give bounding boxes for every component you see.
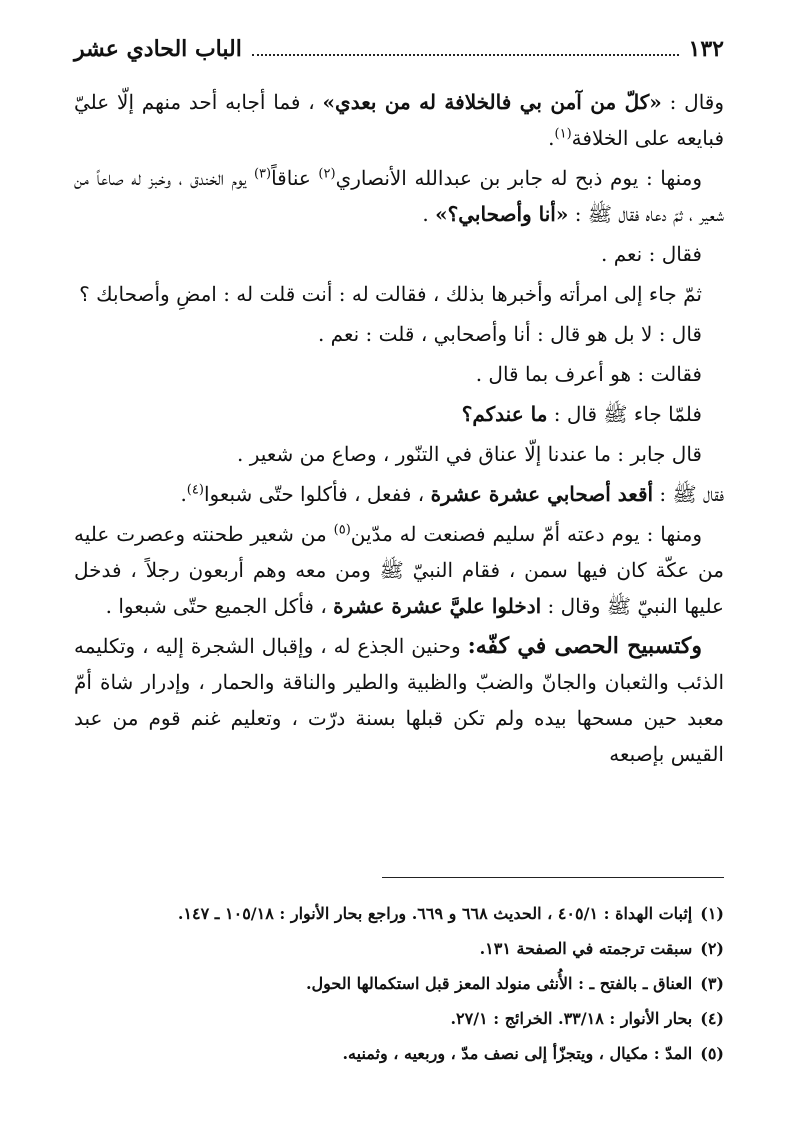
- footnote-4: [74, 1001, 724, 1036]
- footnote-ref-5[interactable]: (٥): [333, 522, 351, 538]
- footnote-text: إثبات الهداة : ٤٠٥/١ ، الحديث ٦٦٨ و ٦٦٩. وراجع بحار الأنوار : ١٠٥/١٨ ـ ١٤٧.: [177, 904, 693, 923]
- paragraph-9: فقال ﷺ : أقعد أصحابي عشرة عشرة ، ففعل ، فأكلوا حتّى شبعوا$^{(٤)}$.: [180, 482, 724, 506]
- chapter-title: الباب الحادي عشر: [74, 36, 242, 62]
- footnote-number: (٤): [700, 1009, 724, 1028]
- paragraph-10: ومنها : يوم دعته أمّ سليم فصنعت له مدّين$^{(٥)}$ من شعير طحنته وعصرت عليه من عكّة كان فيها سمن ، فقام النبيّ ﷺ ومن معه وهم أربعون رجلاً ، فدخل عليها النبيّ ﷺ وقال : ادخلوا عليَّ عشرة عشرة ، فأكل الجميع حتّى شبعوا .: [74, 522, 724, 618]
- footnote-number: (٥): [700, 1044, 724, 1063]
- paragraph-7: فلمّا جاء ﷺ قال : ما عندكم؟: [461, 402, 702, 426]
- paragraph-2: ومنها : يوم ذبح له جابر بن عبدالله الأنصاري$^{(٢)}$ عناقاً$^{(٣)}$ يوم الخندق ، وخبز له صاعاً من شعير ، ثمّ دعاه فقال ﷺ : «أنا وأصحابي؟» .: [74, 166, 724, 226]
- footnote-text: المدّ : مكيال ، ويتجزّأ إلى نصف مدّ ، وربعيه ، وثمنيه.: [342, 1044, 693, 1063]
- footnote-ref-1[interactable]: (١): [554, 126, 572, 142]
- footnote-text: بحار الأنوار : ٣٣/١٨. الخرائج : ٢٧/١.: [450, 1009, 693, 1028]
- paragraph-4: ثمّ جاء إلى امرأته وأخبرها بذلك ، فقالت له : أنت قلت له : امضِ وأصحابك ؟: [79, 282, 702, 306]
- paragraph-11: وكتسبيح الحصى في كفّه: وحنين الجذع له ، وإقبال الشجرة إليه ، وتكليمه الذئب والثعبان والجانّ والضبّ والظبية والطير والناقة والحمار ، وإدرار شاة أمّ معبد حين مسحها بيده ولم تكن قبلها بسنة درّت ، وتعليم غنم قوم من عبد القيس بإصبعه: [74, 633, 724, 766]
- footnote-2: [74, 931, 724, 966]
- page-number: ١٣٢: [688, 36, 724, 62]
- page-header: [74, 32, 724, 66]
- footnote-5: [74, 1036, 724, 1071]
- main-text: [74, 84, 724, 776]
- footnote-ref-3[interactable]: (٣): [253, 166, 272, 182]
- footnote-divider: [382, 877, 724, 878]
- footnote-1: [74, 896, 724, 931]
- footnote-text: العناق ـ بالفتح ـ : الأُنثى منولد المعز قبل استكمالها الحول.: [305, 974, 693, 993]
- dotted-leader: [252, 54, 679, 56]
- paragraph-5: قال : لا بل هو قال : أنا وأصحابي ، قلت : نعم .: [317, 322, 702, 346]
- footnote-ref-4[interactable]: (٤): [186, 482, 204, 498]
- paragraph-8: قال جابر : ما عندنا إلّا عناق في التنّور ، وصاع من شعير .: [237, 442, 702, 466]
- footnote-number: (١): [700, 904, 724, 923]
- paragraph-1: وقال : «كلّ من آمن بي فالخلافة له من بعدي» ، فما أجابه أحد منهم إلّا عليّ فبايعه على الخلافة$^{(١)}$.: [74, 90, 725, 150]
- footnote-number: (٣): [700, 974, 724, 993]
- paragraph-3: فقال : نعم .: [601, 242, 702, 266]
- footnote-3: [74, 966, 724, 1001]
- footnote-number: (٢): [700, 939, 724, 958]
- footnote-ref-2[interactable]: (٢): [318, 166, 336, 182]
- footnotes: [74, 896, 724, 1071]
- footnote-text: سبقت ترجمته في الصفحة ١٣١.: [479, 939, 693, 958]
- paragraph-6: فقالت : هو أعرف بما قال .: [475, 362, 702, 386]
